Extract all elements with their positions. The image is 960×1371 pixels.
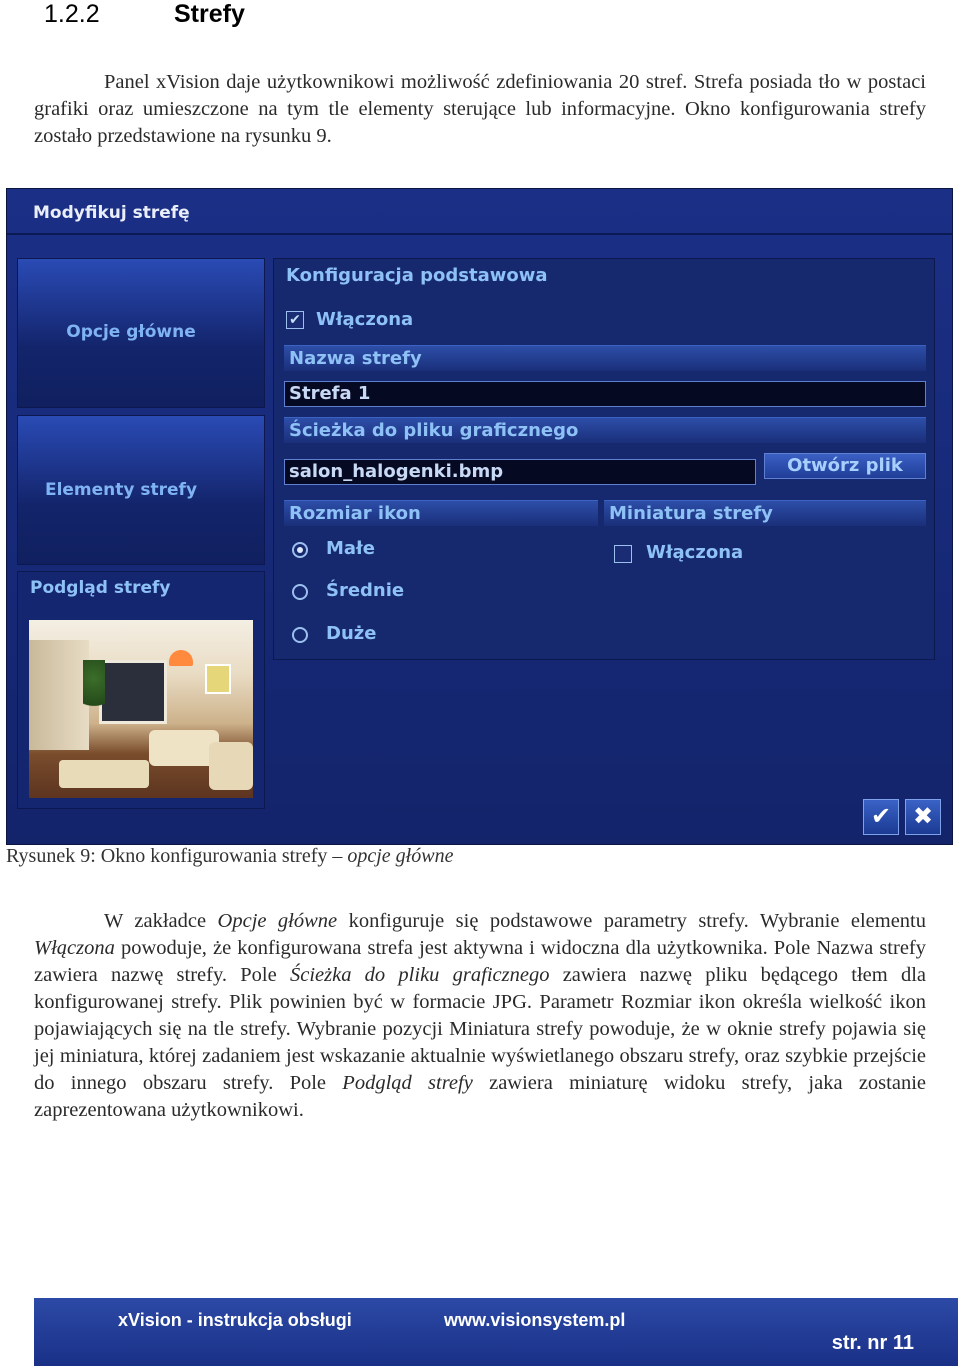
- basic-config-panel: [273, 258, 935, 660]
- body-text-run: W zakładce: [104, 910, 218, 932]
- intro-text: Panel xVision daje użytkownikowi możliwość zdefiniowania 20 stref. Strefa posiada tło w postaci grafiki oraz umieszczone na tym tle elementy sterujące lub informacyjne. Okno konfigurowania strefy zostało przedstawione na rysunku 9.: [34, 71, 926, 147]
- icon-size-small-label: Małe: [326, 538, 375, 559]
- zone-preview-title: Podgląd strefy: [30, 578, 171, 598]
- body-text-run: konfiguruje się podstawowe parametry strefy. Wybranie elementu: [337, 910, 927, 932]
- icon-size-small-radio[interactable]: [292, 542, 308, 558]
- body-text-run: zawiera nazwę pliku będącego tłem dla konfigurowanej strefy. Plik powinien być w formacie JPG. Parametr Rozmiar ikon określa wielkość ikon pojawiających się na tle strefy. Wybranie pozycji Miniatura strefy powoduje, że w oknie strefy pojawia się jej miniatura, której zadaniem jest wskazanie aktualnie wyświetlanego obszaru strefy, oraz szybkie przejście do innego obszaru strefy. Pole: [34, 964, 926, 1094]
- icon-size-large-radio[interactable]: [292, 627, 308, 643]
- section-heading: [44, 0, 245, 30]
- icon-size-large-label: Duże: [326, 623, 377, 644]
- zone-preview-panel: [17, 571, 265, 809]
- footer-manual-title: xVision - instrukcja obsługi: [118, 1310, 352, 1330]
- cancel-button[interactable]: ✖: [905, 799, 941, 835]
- intro-paragraph: [34, 69, 926, 150]
- figure-caption: [6, 845, 453, 868]
- thumbnail-label: Miniatura strefy: [604, 500, 926, 526]
- page-footer: [34, 1298, 958, 1366]
- tab-main-options-label: Opcje główne: [66, 322, 196, 342]
- caption-italic: opcje główne: [347, 845, 454, 867]
- basic-config-title: Konfiguracja podstawowa: [286, 265, 548, 286]
- body-paragraph: [34, 908, 926, 1124]
- icon-size-medium-label: Średnie: [326, 580, 405, 601]
- thumbnail-enabled-label: Włączona: [646, 542, 744, 563]
- section-number: 1.2.2: [44, 0, 100, 28]
- caption-prefix: Rysunek 9: Okno konfigurowania strefy –: [6, 845, 348, 867]
- body-italic-term: Opcje główne: [217, 910, 338, 932]
- body-italic-term: Ścieżka do pliku graficznego: [289, 964, 550, 986]
- zone-name-input[interactable]: Strefa 1: [284, 381, 926, 407]
- icon-size-medium-radio[interactable]: [292, 584, 308, 600]
- image-path-label: Ścieżka do pliku graficznego: [284, 417, 926, 443]
- enabled-checkbox[interactable]: ✔: [286, 311, 304, 329]
- open-file-button[interactable]: Otwórz plik: [764, 453, 926, 479]
- icon-size-label: Rozmiar ikon: [284, 500, 598, 526]
- footer-page-number: str. nr 11: [831, 1332, 914, 1354]
- window-title: Modyfikuj strefę: [33, 203, 190, 223]
- zone-name-label: Nazwa strefy: [284, 345, 926, 371]
- body-text-run: zawiera miniaturę widoku strefy, jaka zostanie zaprezentowana użytkownikowi.: [34, 1072, 926, 1121]
- confirm-button[interactable]: ✔: [863, 799, 899, 835]
- body-text: [34, 910, 926, 1121]
- zone-preview-image: [29, 620, 253, 798]
- tab-zone-elements[interactable]: [17, 415, 265, 565]
- modify-zone-window: [6, 188, 953, 845]
- footer-website: www.visionsystem.pl: [444, 1310, 626, 1330]
- body-italic-term: Podgląd strefy: [342, 1072, 473, 1094]
- body-italic-term: Włączona: [34, 937, 115, 959]
- section-title: Strefy: [174, 0, 245, 28]
- tab-zone-elements-label: Elementy strefy: [44, 480, 198, 500]
- title-divider: [7, 233, 952, 235]
- tab-main-options[interactable]: [17, 258, 265, 408]
- enabled-label: Włączona: [316, 309, 414, 330]
- image-path-input[interactable]: salon_halogenki.bmp: [284, 459, 756, 485]
- body-text-run: powoduje, że konfigurowana strefa jest aktywna i widoczna dla użytkownika. Pole Nazwa strefy zawiera nazwę strefy. Pole: [34, 937, 926, 986]
- thumbnail-enabled-checkbox[interactable]: [614, 545, 632, 563]
